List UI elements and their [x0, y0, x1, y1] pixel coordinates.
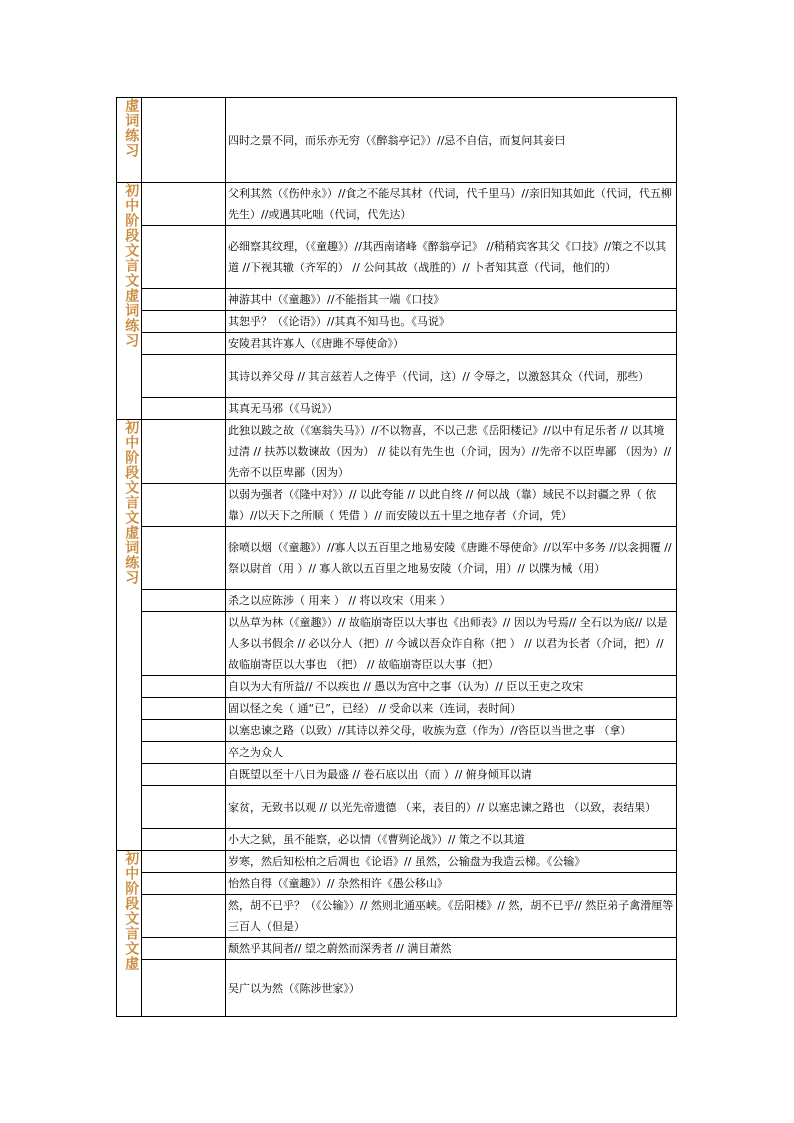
- table-row: [117, 873, 677, 895]
- table-row: [117, 289, 677, 311]
- table-row: [117, 895, 677, 938]
- content-cell: 以塞忠谏之路（以致）//其诗以养父母，收族为意（作为）//咨臣以当世之事 （拿）: [226, 720, 677, 742]
- content-cell: 以弱为强者（《隆中对》）// 以此夸能 // 以此自终 // 何以战（靠）域民不以封疆之界（ 依靠）//以天下之所顺（ 凭借 ）// 而安陵以五十里之地存者（介词，凭）: [226, 484, 677, 527]
- group-label-cell: [117, 98, 142, 183]
- blank-cell: [142, 484, 226, 527]
- content-cell: 然，胡不已乎？（《公输》）// 然则北通巫峡。《岳阳楼》// 然，胡不已乎// 然臣弟子禽滑厘等三百人（但是）: [226, 895, 677, 938]
- content-cell: 必细察其纹理，（《童趣》）//其西南诸峰《醉翁亭记》 //稍稍宾客其父《口技》//策之不以其道 //下视其辙（齐军的） // 公问其故（战胜的）// 卜者知其意（代词，他们的）: [226, 226, 677, 289]
- content-cell: 怡然自得（《童趣》）// 杂然相许《愚公移山》: [226, 873, 677, 895]
- content-cell: 自以为大有所益// 不以疾也 // 愚以为宫中之事（认为）// 臣以王吏之攻宋: [226, 676, 677, 698]
- table-row: [117, 484, 677, 527]
- blank-cell: [142, 333, 226, 355]
- group-label-cell: [117, 851, 142, 1017]
- blank-cell: [142, 676, 226, 698]
- exercise-table: [116, 97, 677, 1017]
- blank-cell: [142, 960, 226, 1017]
- content-cell: 小大之狱，虽不能察，必以情（《曹刿论战》）// 策之不以其道: [226, 829, 677, 851]
- content-cell: 杀之以应陈涉（ 用来 ） // 将以攻宋（用来 ）: [226, 590, 677, 612]
- blank-cell: [142, 720, 226, 742]
- table-row: [117, 742, 677, 764]
- table-row: [117, 398, 677, 420]
- table-row: [117, 612, 677, 676]
- blank-cell: [142, 398, 226, 420]
- blank-cell: [142, 355, 226, 398]
- content-cell: 岁寒，然后知松柏之后凋也《论语》// 虽然，公输盘为我造云梯。《公输》: [226, 851, 677, 873]
- blank-cell: [142, 612, 226, 676]
- content-cell: 神游其中（《童趣》）//不能指其一端《口技》: [226, 289, 677, 311]
- group-label: 初中阶段文言文虚: [123, 851, 140, 971]
- content-cell: 自既望以至十八日为最盛 // 卷石底以出（而 ）// 俯身倾耳以请: [226, 764, 677, 786]
- group-label: 初中阶段文言文虚词练习: [123, 420, 140, 585]
- blank-cell: [142, 829, 226, 851]
- table-row: [117, 355, 677, 398]
- blank-cell: [142, 851, 226, 873]
- table-row: [117, 698, 677, 720]
- content-cell: 卒之为众人: [226, 742, 677, 764]
- content-cell: 以丛草为林（《童趣》）// 故临崩寄臣以大事也《出师表》// 因以为号焉// 全石以为底// 以是人多以书假余 // 必以分人（把）// 今诚以吾众诈自称（把 ） // 以君为长者（介词，把）// 故临崩寄臣以大事也 （把） // 故临崩寄臣以大事（把）: [226, 612, 677, 676]
- table-row: [117, 420, 677, 484]
- blank-cell: [142, 895, 226, 938]
- table-row: [117, 311, 677, 333]
- content-cell: 家贫，无致书以观 // 以光先帝遗德 （来，表目的）// 以塞忠谏之路也 （以致，表结果）: [226, 786, 677, 829]
- table-row: [117, 720, 677, 742]
- table-row: [117, 226, 677, 289]
- content-cell: 吴广以为然（《陈涉世家》）: [226, 960, 677, 1017]
- content-cell: 固以怪之矣（ 通“已”，已经） // 受命以来（连词，表时间）: [226, 698, 677, 720]
- blank-cell: [142, 764, 226, 786]
- group-label-cell: [117, 420, 142, 851]
- table-row: [117, 183, 677, 226]
- table-row: [117, 590, 677, 612]
- blank-cell: [142, 742, 226, 764]
- table-row: [117, 829, 677, 851]
- table-row: [117, 527, 677, 590]
- blank-cell: [142, 873, 226, 895]
- blank-cell: [142, 698, 226, 720]
- content-cell: 此独以跛之故（《塞翁失马》）//不以物喜，不以己悲《岳阳楼记》//以中有足乐者 // 以其境过清 // 扶苏以数谏故（因为） // 徒以有先生也（介词，因为）//先帝不以臣卑鄙 （因为）// 先帝不以臣卑鄙（因为）: [226, 420, 677, 484]
- group-label: 初中阶段文言文虚词练习: [123, 183, 140, 348]
- content-cell: 其恕乎？（《论语》）//其真不知马也。《马说》: [226, 311, 677, 333]
- content-cell: 颓然乎其间者// 望之蔚然而深秀者 // 满目萧然: [226, 938, 677, 960]
- content-cell: 父利其然（《伤仲永》）//食之不能尽其材（代词，代千里马）//亲旧知其如此（代词，代五柳先生）//或遇其叱咄（代词，代先达）: [226, 183, 677, 226]
- table-row: [117, 98, 677, 183]
- blank-cell: [142, 289, 226, 311]
- content-cell: 四时之景不同，而乐亦无穷（《醉翁亭记》）//忌不自信，而复问其妾曰: [226, 98, 677, 183]
- blank-cell: [142, 938, 226, 960]
- blank-cell: [142, 590, 226, 612]
- blank-cell: [142, 420, 226, 484]
- blank-cell: [142, 98, 226, 183]
- table-row: [117, 938, 677, 960]
- blank-cell: [142, 527, 226, 590]
- blank-cell: [142, 183, 226, 226]
- table-row: [117, 960, 677, 1017]
- content-cell: 徐喷以烟（《童趣》）//寡人以五百里之地易安陵《唐雎不辱使命》//以军中多务 //以衾拥覆 // 祭以尉首（用 ）// 寡人欲以五百里之地易安陵（介词，用）// 以牒为械（用）: [226, 527, 677, 590]
- table-row: [117, 676, 677, 698]
- group-label-cell: [117, 183, 142, 420]
- blank-cell: [142, 226, 226, 289]
- blank-cell: [142, 311, 226, 333]
- content-cell: 其真无马邪（《马说》）: [226, 398, 677, 420]
- content-cell: 安陵君其许寡人（《唐雎不辱使命》）: [226, 333, 677, 355]
- group-label: 虚词练习: [123, 98, 140, 158]
- table-row: [117, 764, 677, 786]
- table-row: [117, 786, 677, 829]
- table-row: [117, 333, 677, 355]
- blank-cell: [142, 786, 226, 829]
- content-cell: 其诗以养父母 // 其言兹若人之俦乎（代词，这）// 令辱之，以激怒其众（代词，那些）: [226, 355, 677, 398]
- table-row: [117, 851, 677, 873]
